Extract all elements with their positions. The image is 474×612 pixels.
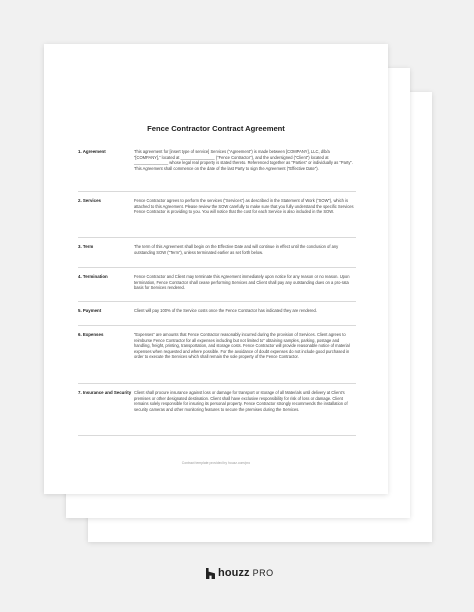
section-label: 5. Payment xyxy=(78,308,102,313)
section-text: Client shall procure insurance against loss or damage for transport or storage of all Materials until delivery at Client’s premises or other designated destination. Client shall have exclusive responsibility for risk of loss or damage. Client remains solely responsible for insuring its personal property. Fence Contractor strongly recommends the installation of security cameras and other monitoring features to secure the premises during the Services. xyxy=(134,390,348,412)
section-expenses xyxy=(78,326,356,384)
brand-name: houzz xyxy=(218,567,250,579)
brand-suffix: PRO xyxy=(252,568,274,578)
houzz-pro-brand xyxy=(206,567,274,579)
section-services xyxy=(78,192,356,238)
section-text: “Expenses” are amounts that Fence Contractor reasonably incurred during the provision of Services. Client agrees to reimburse Fence Contractor for all expenses including but not limited to” obtaining samples, parking, postage and handling, freight, printing, transportation, and storage costs. Fence Contractor will provide reasonable notice of material expenses when requested and where possible. For the avoidance of doubt expenses do not include good purchased in order to execute the Services which shall remain the sole property of the Fence Contractor. xyxy=(134,332,350,360)
section-termination xyxy=(78,268,356,302)
section-label: 6. Expenses xyxy=(78,332,104,337)
contract-sections xyxy=(78,143,356,436)
section-text: The term of this Agreement shall begin on the Effective Date and will continue in effect until the conclusion of any outstanding SOW (“Term”), unless terminated earlier as set forth below. xyxy=(134,244,339,255)
section-text: This agreement for [insert type of service] Services (“Agreement”) is made between [COMPANY], LLC, d/b/a “[COMPANY],” located at _______________ (“Fence Contractor”), and the undersigned (“Client”) located at _______________ whose legal real property is stated thereto. Referenced together as “Parties” or individually as “Party”. This Agreement shall commence on the date of the last Party to sign the Agreement (“Effective Date”). xyxy=(134,149,353,171)
section-payment xyxy=(78,302,356,326)
section-label: 7. Insurance and Security xyxy=(78,390,132,395)
section-term xyxy=(78,238,356,268)
document-title: Fence Contractor Contract Agreement xyxy=(147,124,285,133)
section-label: 1. Agreement xyxy=(78,149,106,154)
section-label: 2. Services xyxy=(78,198,101,203)
section-label: 3. Term xyxy=(78,244,94,249)
section-text: Fence Contractor agrees to perform the services (“Services”) as described in the Statement of Work (“SOW”), which is attached to this Agreement. Please review the SOW carefully to make sure that you fully understand the specific Services Fence Contractor is providing to you. You will notice that the cost for each Service is also included in the SOW. xyxy=(134,198,354,215)
section-text: Fence Contractor and Client may terminate this Agreement immediately upon notice for any reason or no reason. Upon termination, Fence Contractor shall cease performing Services and Client shall pay any outstanding dues on a pro-rata basis for Services rendered. xyxy=(134,274,350,291)
section-insurance-security xyxy=(78,384,356,436)
section-text: Client will pay 100% of the Service costs once the Fence Contractor has indicated they are rendered. xyxy=(134,308,317,313)
houzz-logo-icon xyxy=(206,568,215,579)
section-agreement xyxy=(78,143,356,192)
template-credit: Contract template provided by houzz.com/pro xyxy=(181,461,251,465)
contract-page xyxy=(44,44,388,494)
section-label: 4. Termination xyxy=(78,274,108,279)
